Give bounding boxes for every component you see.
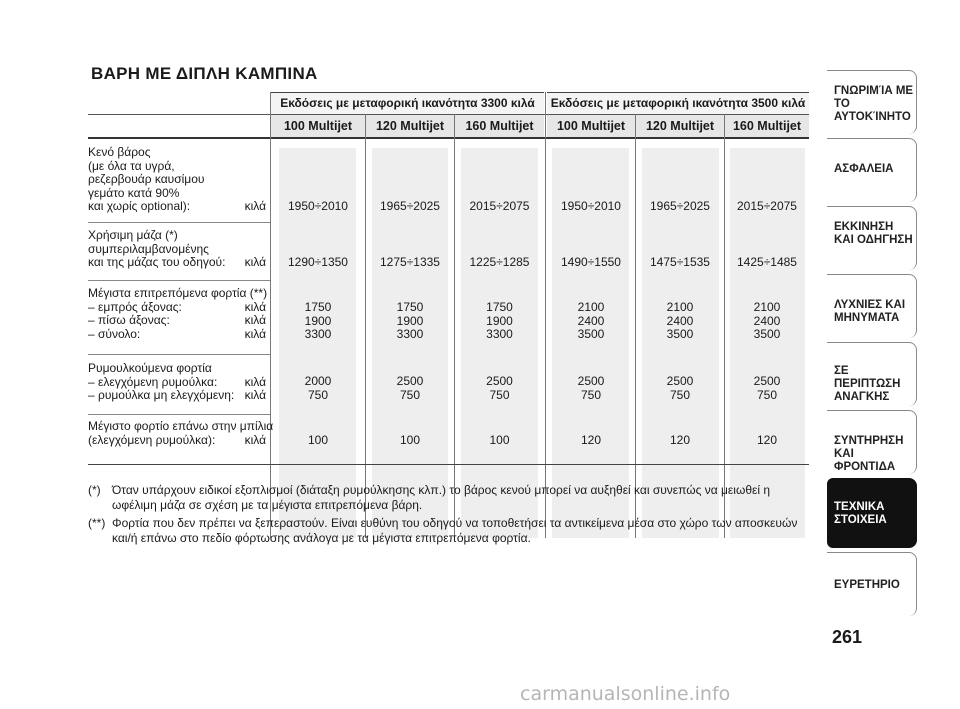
unit-label: κιλά (244, 388, 266, 402)
row-label-curb-weight (88, 146, 266, 214)
row-label-towable-loads (88, 362, 266, 403)
column-header: 120 Multijet (366, 115, 454, 137)
unit-label: κιλά (244, 313, 266, 327)
label-line: Μέγιστο φορτίο επάνω στην μπίλια (88, 419, 274, 433)
unit-label: κιλά (244, 326, 266, 341)
cell-value: 120 (669, 433, 691, 447)
unit-label: κιλά (244, 374, 266, 389)
cell-value: 2500 750 (396, 374, 424, 402)
row-separator (88, 222, 270, 223)
cell-value: 2000 750 (304, 374, 332, 402)
cell-value: 2015÷2075 (469, 199, 530, 213)
unit-label: κιλά (244, 432, 266, 447)
cell-value: 2100 2400 3500 (753, 300, 781, 341)
column-divider (545, 92, 546, 538)
group-header-3500: Εκδόσεις με μεταφορική ικανότητα 3500 κιλά (547, 92, 809, 115)
column-header: 100 Multijet (547, 115, 635, 137)
footnote-text: Όταν υπάρχουν ειδικοί εξοπλισμοί (διάταξη ρυμούλκησης κλπ.) το βάρος κενού μπορεί να αυξηθεί και συνεπώς να μειωθεί η ωφέλιμη μάζα σε σχέση με τα μέγιστα επιτρεπόμενα βάρη. (112, 483, 771, 512)
label-line: γεμάτο κατά 90% (88, 185, 180, 200)
cell-value: 1950÷2010 (561, 199, 621, 213)
cell-value: 2500 750 (486, 374, 513, 402)
tab-getting-to-know[interactable]: ΓΝΩΡΙΜΊΑ ΜΕ ΤΟ ΑΥΤΟΚΊΝΗΤΟ (827, 70, 917, 134)
cell-value: 1750 1900 3300 (486, 300, 513, 341)
label-line: Ρυμουλκούμενα φορτία (88, 361, 212, 375)
cell-value: 2500 750 (577, 374, 605, 402)
unit-label: κιλά (244, 299, 266, 314)
table-bottom-rule (88, 464, 809, 465)
tab-starting-driving[interactable]: ΕΚΚΙΝΗΣΗ ΚΑΙ ΟΔΗΓΗΣΗ (827, 206, 917, 270)
cell-value: 100 (399, 433, 421, 447)
column-header: 100 Multijet (271, 115, 365, 137)
row-label-payload (88, 229, 266, 270)
row-separator (88, 414, 270, 415)
label-line: – πίσω άξονας: (88, 313, 170, 327)
cell-value: 1290÷1350 (288, 255, 348, 269)
label-line: (με όλα τα υγρά, (88, 158, 175, 173)
column-header-row (88, 114, 809, 139)
column-header: 120 Multijet (636, 115, 724, 137)
tab-safety[interactable]: ΑΣΦΑΛΕΙΑ (827, 138, 917, 202)
cell-value: 1750 1900 3300 (396, 300, 424, 341)
page-title: ΒΑΡΗ ΜΕ ΔΙΠΛΗ ΚΑΜΠΙΝΑ (91, 64, 318, 83)
row-label-max-loads (88, 287, 266, 341)
column-header: 160 Multijet (725, 115, 809, 137)
cell-value: 1965÷2025 (650, 199, 710, 213)
cell-value: 1490÷1550 (561, 255, 621, 269)
label-line: Κενό βάρος (88, 145, 151, 159)
tab-emergency[interactable]: ΣΕ ΠΕΡΙΠΤΩΣΗ ΑΝΑΓΚΗΣ (827, 342, 917, 406)
row-label-hitch-load (88, 419, 274, 447)
row-separator (88, 280, 270, 281)
unit-label: κιλά (244, 255, 266, 269)
cell-value: 120 (756, 433, 778, 447)
unit-label: κιλά (244, 199, 266, 213)
cell-value: 2015÷2075 (737, 199, 797, 213)
cell-value: 2500 750 (753, 374, 781, 402)
cell-value: 1275÷1335 (380, 255, 440, 269)
label-line: ρεζερβουάρ καυσίμου (88, 172, 205, 186)
label-line: (ελεγχόμενη ρυμούλκα): (88, 432, 216, 447)
group-header-3300: Εκδόσεις με μεταφορική ικανότητα 3300 κιλά (271, 92, 544, 115)
cell-value: 1950÷2010 (288, 199, 348, 213)
label-line: – εμπρός άξονας: (88, 299, 182, 314)
footnote-mark: (**) (88, 516, 106, 530)
column-header: 160 Multijet (455, 115, 544, 137)
label-line: – σύνολο: (88, 326, 141, 341)
label-line: – ρυμούλκα μη ελεγχόμενη: (88, 388, 235, 402)
cell-value: 1225÷1285 (469, 255, 530, 269)
label-line: και της μάζας του οδηγού: (88, 255, 226, 269)
tab-lights-messages[interactable]: ΛΥΧΝΙΕΣ ΚΑΙ ΜΗΝΥΜΑΤΑ (827, 274, 917, 338)
label-line: Χρήσιμη μάζα (*) (88, 228, 178, 242)
cell-value: 2500 750 (666, 374, 694, 402)
page-number: 261 (832, 627, 863, 647)
footnote-mark: (*) (88, 483, 101, 497)
label-line: – ελεγχόμενη ρυμούλκα: (88, 374, 218, 389)
cell-value: 1750 1900 3300 (304, 300, 332, 341)
cell-value: 2100 2400 3500 (577, 300, 605, 341)
cell-value: 100 (307, 433, 329, 447)
tab-index[interactable]: ΕΥΡΕΤΗΡΙΟ (827, 552, 917, 616)
tab-maintenance[interactable]: ΣΥΝΤΗΡΗΣΗ ΚΑΙ ΦΡΟΝΤΙΔΑ (827, 410, 917, 474)
label-line: Μέγιστα επιτρεπόμενα φορτία (**) (88, 286, 268, 300)
cell-value: 1965÷2025 (380, 199, 440, 213)
row-separator (88, 354, 270, 355)
cell-value: 2100 2400 3500 (666, 300, 694, 341)
label-line: συμπεριλαμβανομένης (88, 241, 209, 256)
cell-value: 120 (580, 433, 602, 447)
label-line: και χωρίς optional): (88, 199, 191, 213)
cell-value: 1475÷1535 (650, 255, 710, 269)
group-header-row (88, 92, 809, 114)
footnote-text: Φορτία που δεν πρέπει να ξεπεραστούν. Είναι ευθύνη του οδηγού να τοποθετήσει τα αντικείμενα μέσα στο χώρο των αποσκευών και/ή επάνω στο πεδίο φόρτωσης ανάλογα με τα μέγιστα επιτρεπόμενα φορτία. (112, 516, 798, 545)
tab-technical-data[interactable]: ΤΕΧΝΙΚΑ ΣΤΟΙΧΕΙΑ (827, 478, 917, 548)
cell-value: 1425÷1485 (737, 255, 797, 269)
watermark: carmanualsonline.info (520, 683, 731, 705)
cell-value: 100 (489, 433, 510, 447)
